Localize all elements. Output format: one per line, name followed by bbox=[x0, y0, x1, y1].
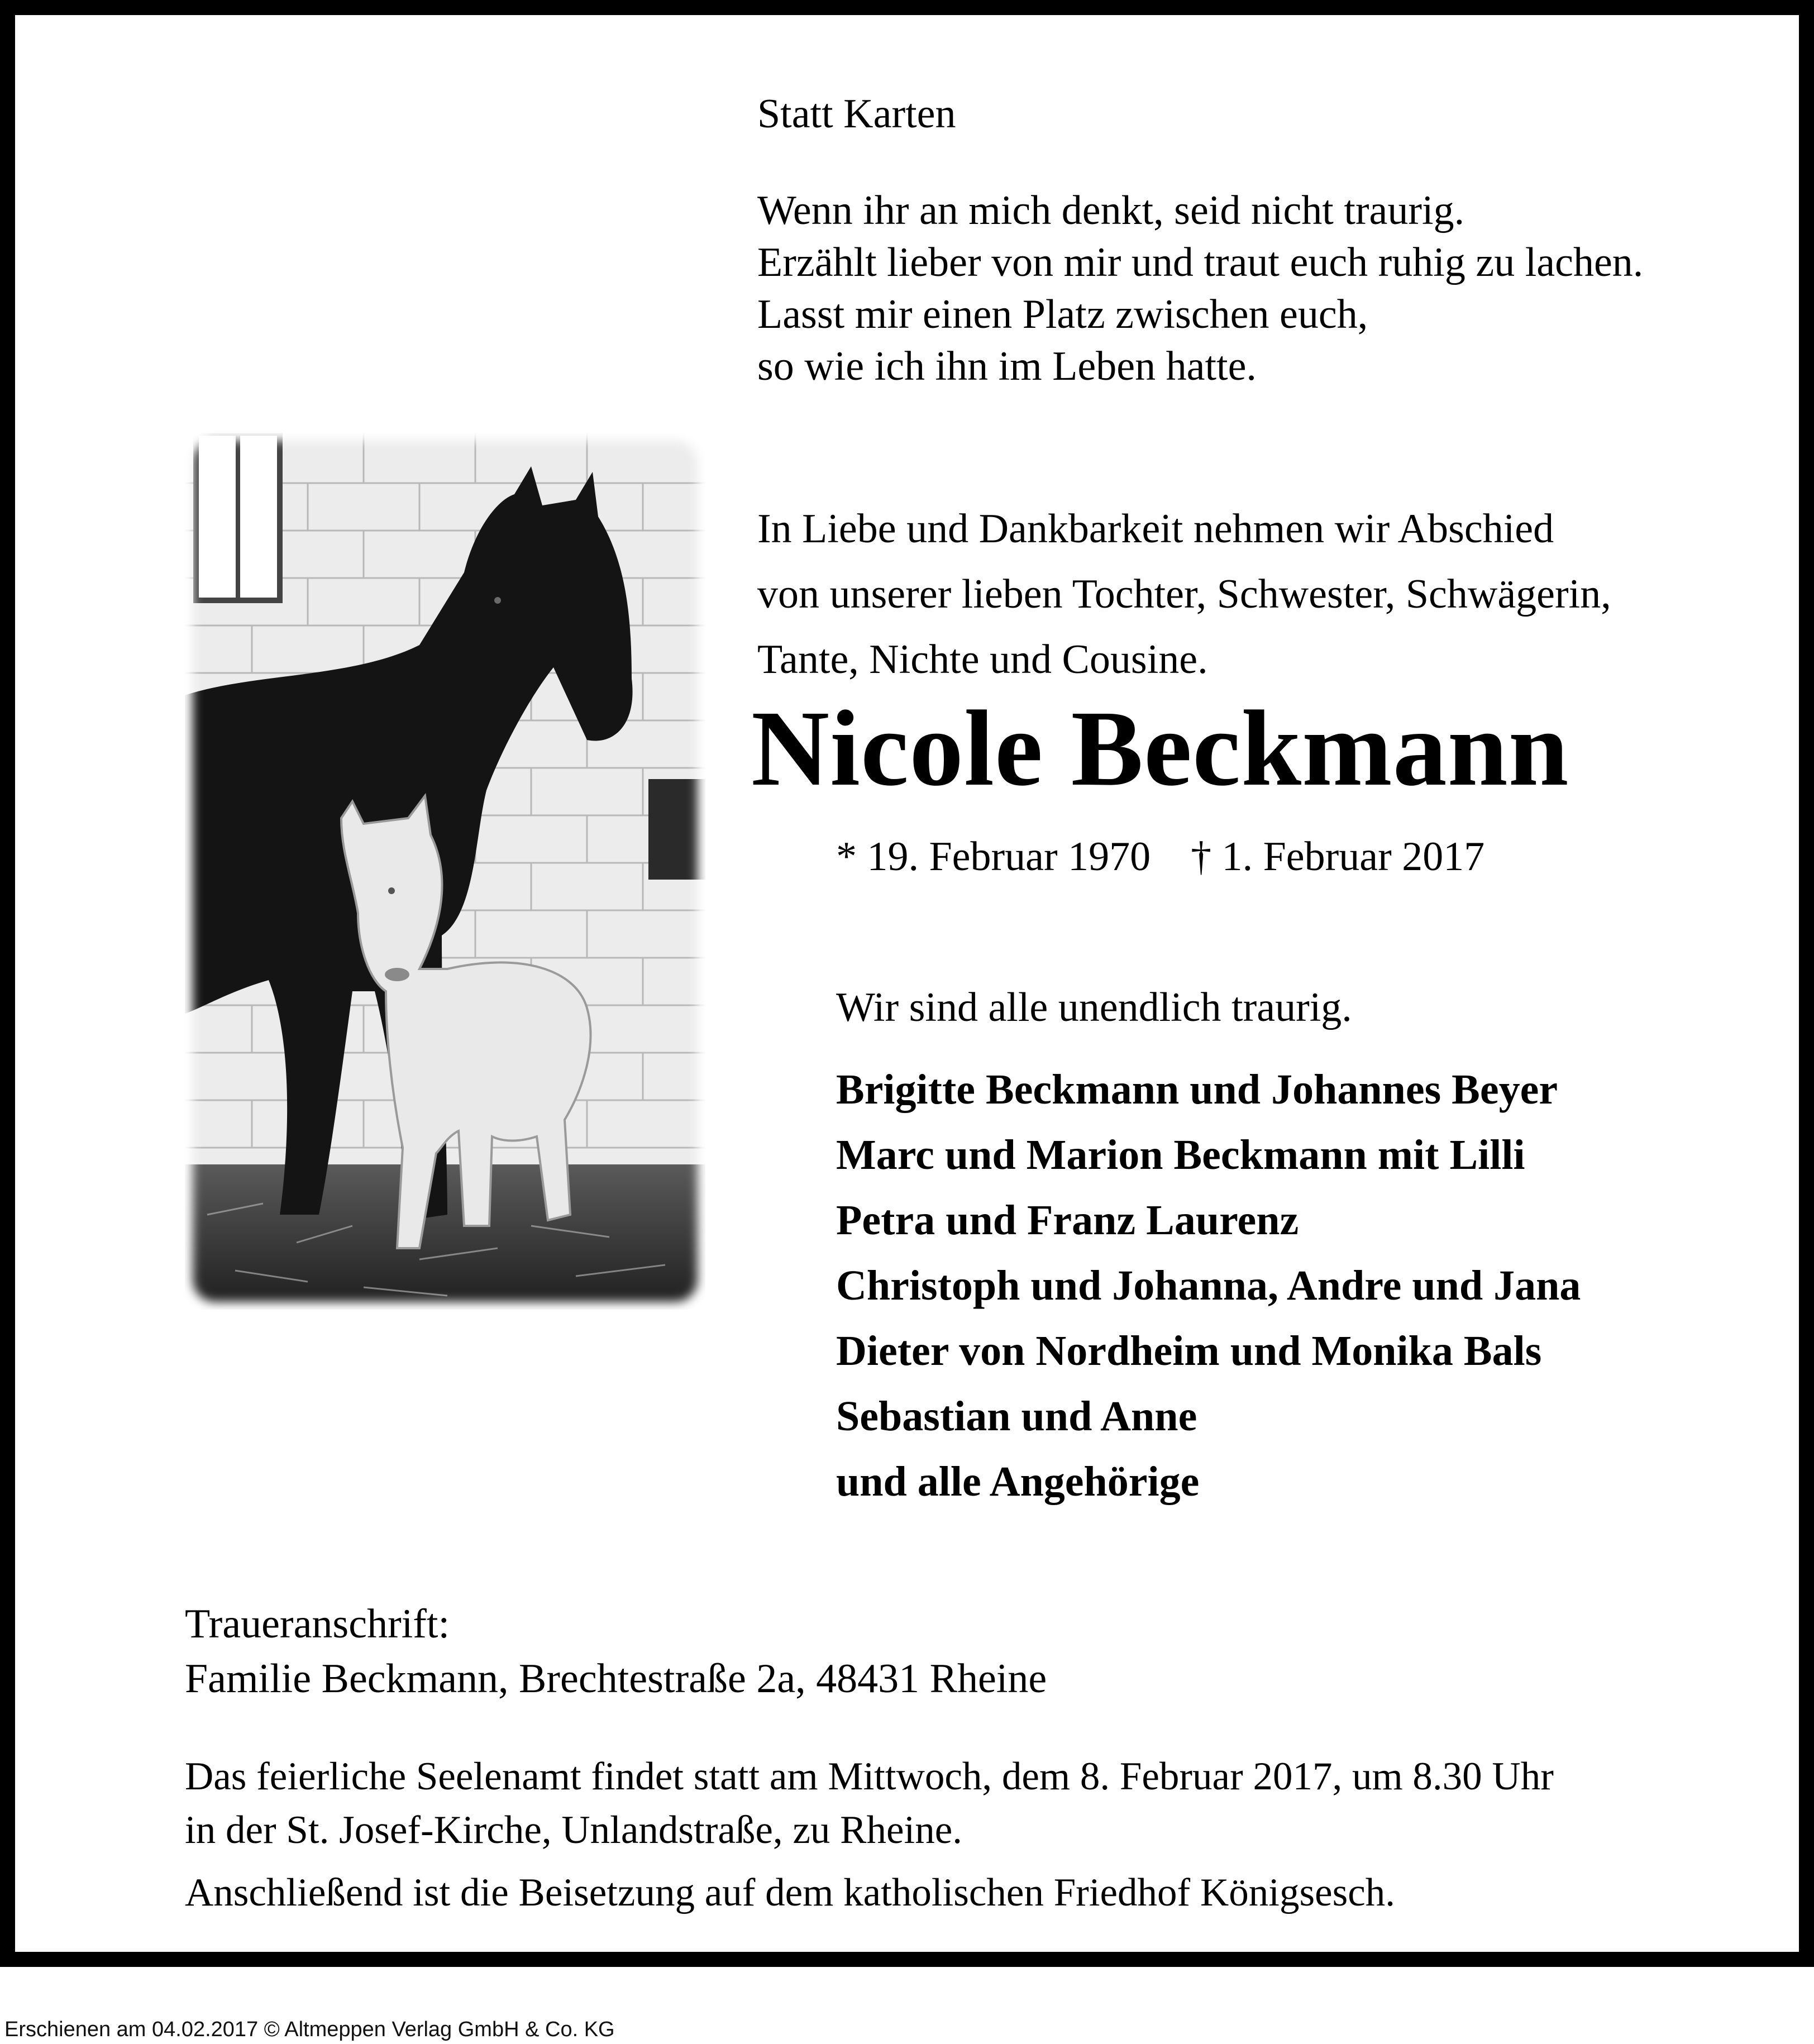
poem-line: Lasst mir einen Platz zwischen euch, bbox=[757, 292, 1368, 337]
death-date: † 1. Februar 2017 bbox=[1191, 834, 1485, 880]
mourners-list bbox=[836, 1057, 1581, 1515]
mourning-address bbox=[185, 1597, 1047, 1706]
birth-date: * 19. Februar 1970 bbox=[836, 834, 1151, 880]
intro-line: In Liebe und Dankbarkeit nehmen wir Abschied bbox=[757, 506, 1554, 552]
horse-and-foal-photo bbox=[185, 433, 705, 1310]
intro-line: Tante, Nichte und Cousine. bbox=[757, 637, 1208, 682]
service-info bbox=[185, 1750, 1554, 1919]
mourner-line: und alle Angehörige bbox=[836, 1458, 1200, 1505]
poem-line: so wie ich ihn im Leben hatte. bbox=[757, 343, 1257, 389]
poem-line: Erzählt lieber von mir und traut euch ruhig zu lachen. bbox=[757, 240, 1644, 285]
publication-footer: Erschienen am 04.02.2017 © Altmeppen Verlag GmbH & Co. KG bbox=[4, 2018, 615, 2041]
address-label: Traueranschrift: bbox=[185, 1601, 450, 1647]
life-dates bbox=[836, 834, 1485, 880]
mourner-line: Christoph und Johanna, Andre und Jana bbox=[836, 1262, 1581, 1309]
mourner-line: Petra und Franz Laurenz bbox=[836, 1197, 1299, 1244]
header-statt-karten: Statt Karten bbox=[757, 91, 956, 137]
mourner-line: Sebastian und Anne bbox=[836, 1393, 1197, 1440]
burial-line: Anschließend ist die Beisetzung auf dem katholischen Friedhof Königsesch. bbox=[185, 1871, 1395, 1914]
deceased-name: Nicole Beckmann bbox=[751, 688, 1569, 808]
farewell-intro bbox=[757, 496, 1611, 693]
address-value: Familie Beckmann, Brechtestraße 2a, 48431 Rheine bbox=[185, 1656, 1047, 1702]
sad-line: Wir sind alle unendlich traurig. bbox=[836, 985, 1352, 1030]
mourner-line: Dieter von Nordheim und Monika Bals bbox=[836, 1327, 1542, 1374]
mourner-line: Marc und Marion Beckmann mit Lilli bbox=[836, 1131, 1525, 1178]
service-line: Das feierliche Seelenamt findet statt am Mittwoch, dem 8. Februar 2017, um 8.30 Uhr bbox=[185, 1755, 1554, 1798]
service-line: in der St. Josef-Kirche, Unlandstraße, zu Rheine. bbox=[185, 1808, 962, 1852]
poem-line: Wenn ihr an mich denkt, seid nicht traurig. bbox=[757, 188, 1465, 233]
poem bbox=[757, 185, 1643, 393]
intro-line: von unserer lieben Tochter, Schwester, Schwägerin, bbox=[757, 571, 1611, 617]
mourner-line: Brigitte Beckmann und Johannes Beyer bbox=[836, 1066, 1558, 1113]
